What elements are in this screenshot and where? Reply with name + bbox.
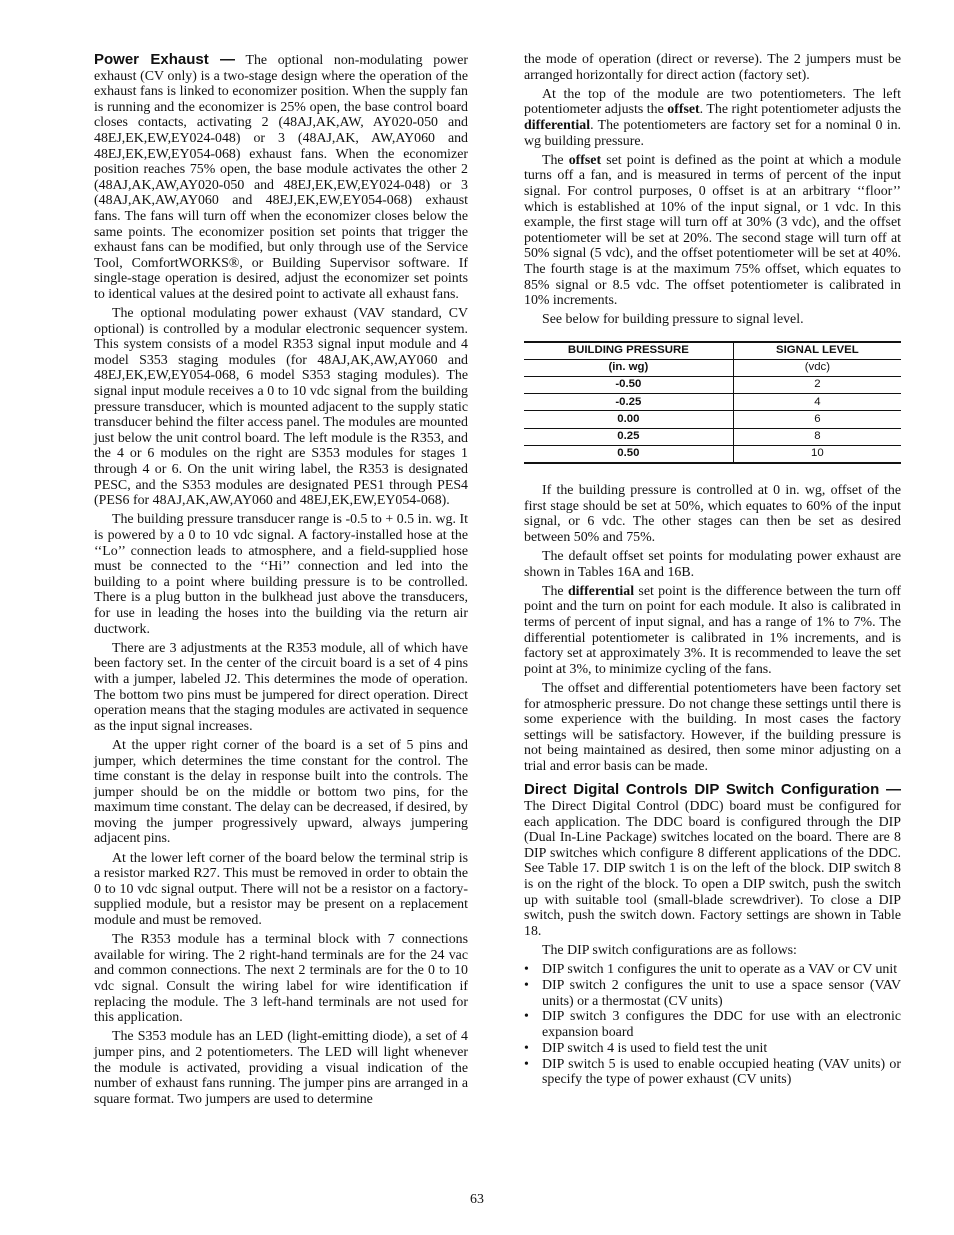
table-cell: 2 <box>733 377 901 394</box>
list-item-text: DIP switch 3 configures the DDC for use with an electronic expansion board <box>542 1009 901 1040</box>
table-row <box>524 445 901 463</box>
paragraph: At the upper right corner of the board is a set of 5 pins and jumper, which determines the time constant for the control. The time constant is the delay in response built into the controls. The jumper should be on the middle or bottom two pins, for the maximum time constant. The delay can be decreased, if desired, by moving the jumper progressively upward, always jumpering adjacent pins. <box>94 737 468 847</box>
paragraph-offset <box>524 153 901 309</box>
text-run: . The right potentiometer adjusts the <box>699 102 901 118</box>
paragraph: The building pressure transducer range is -0.5 to + 0.5 in. wg. It is powered by a 0 to 10 vdc signal. A factory-installed hose at the ‘‘Lo’’ connection leads to atmosphere, and a field-supplied hose must be connected to the ‘‘Hi’’ connection and led into the building to a point where building pressure is to be controlled. There is a plug button in the bulkhead just above the transducers, for use in leading the hoses into the building via the return air ductwork. <box>94 512 468 637</box>
table-cell: 0.50 <box>524 445 733 463</box>
paragraph: the mode of operation (direct or reverse). The 2 jumpers must be arranged horizontally for direct action (factory set). <box>524 52 901 83</box>
paragraph-power-exhaust <box>94 52 468 303</box>
bullet: • <box>524 962 529 978</box>
paragraph: The default offset set points for modulating power exhaust are shown in Tables 16A and 16B. <box>524 548 901 580</box>
list-item-text: DIP switch 2 configures the unit to use a space sensor (VAV units) or a thermostat (CV units) <box>542 977 901 1009</box>
list-item-text: DIP switch 1 configures the unit to operate as a VAV or CV unit <box>542 962 898 978</box>
text-run: At the top of the module are two potentiometers. The left potentiometer adjusts the <box>524 86 901 118</box>
paragraph: See below for building pressure to signal level. <box>542 312 804 328</box>
paragraph-ddc-dip <box>524 782 901 939</box>
table-row <box>524 428 901 445</box>
dip-switch-list <box>524 962 901 1088</box>
section-heading-ddc-dip: Direct Digital Controls DIP Switch Configuration — <box>524 781 901 799</box>
bullet: • <box>524 1056 529 1072</box>
table-cell: 0.25 <box>524 428 733 445</box>
list-item <box>524 1057 901 1088</box>
column-header: SIGNAL LEVEL <box>733 342 901 360</box>
paragraph-text: The optional non-modulating power exhaust (CV only) is a two-stage design where the operation of the exhaust fans is linked to economizer position. When the supply fan is running and the economizer is 25% open, the base control board closes contacts, activating 2 (48AJ,AK,AW, AY020-050 and 48EJ,EK,EW,EY024-048) or 3 (48AJ,AK, AW,AY060 and 48EJ,EK,EW,EY054-068) exhaust fans. When the economizer position reaches 75% open, the base module activates the other 2 (48AJ,AK,AW,AY020-050 and 48EJ,EK,EW,EY024-048) or 3 (48AJ,AK,AW,AY060 and 48EJ,EK,EW,EY054-068) exhaust fans. The fans will turn off when the economizer closes below the same points. The economizer position set points that trigger the exhaust fans can be modified, but only through use of the Service Tool, ComfortWORKS®, or Building Supervisor software. If single-stage operation is desired, adjust the economizer set points to identical values at the desired point to activate all exhaust fans. <box>94 53 468 302</box>
table-cell: -0.25 <box>524 394 733 411</box>
table-row <box>524 411 901 428</box>
table-cell: -0.50 <box>524 377 733 394</box>
right-column <box>524 52 901 1088</box>
bullet: • <box>524 1009 529 1025</box>
bullet: • <box>524 977 529 993</box>
table-cell: 8 <box>733 428 901 445</box>
text-run: The <box>542 583 568 599</box>
text-run: set point is the difference between the turn off point and the turn on point for each module. It also is calibrated in terms of percent of input signal, and has a range of 1% to 7%. The differential potentiometer is calibrated in 1% increments, and is factory set at approximately 3%. It is recommended to leave the set point at 3%, to minimize cycling of the fans. <box>524 583 901 677</box>
paragraph: If the building pressure is controlled at 0 in. wg, offset of the first stage should be set at 50%, which equates to 60% of the input signal, or 6 vdc. The other stages can then be set as desired between 50% and 75%. <box>524 483 901 545</box>
text-run: . The potentiometers are factory set for a nominal 0 in. wg building pressure. <box>524 117 901 149</box>
table-cell: 0.00 <box>524 411 733 428</box>
table-row <box>524 394 901 411</box>
pressure-signal-table <box>524 341 901 464</box>
section-heading-power-exhaust: Power Exhaust — <box>94 51 236 68</box>
table-row <box>524 377 901 394</box>
paragraph-text: The Direct Digital Control (DDC) board must be configured for each application. The DDC board is configured through the DIP (Dual In-Line Package) switches located on the board. There are 8 DIP switches which configure 8 different applications of the DDC. See Table 17. DIP switch 1 is on the left of the block. DIP switch 8 is on the right of the block. To open a DIP switch, push the switch up with suitable tool (small-blade screwdriver). To close a DIP switch, push the switch down. Factory settings are shown in Table 18. <box>524 799 901 939</box>
text-run: The <box>542 152 569 168</box>
term-differential: differential <box>524 117 591 133</box>
paragraph: The DIP switch configurations are as follows: <box>542 943 797 958</box>
pressure-signal-table-wrapper <box>524 341 901 464</box>
table-cell: 4 <box>733 394 901 411</box>
table-header-row <box>524 342 901 360</box>
list-item-text: DIP switch 5 is used to enable occupied heating (VAV units) or specify the type of power exhaust (CV units) <box>542 1056 901 1088</box>
paragraph: At the lower left corner of the board below the terminal strip is a resistor marked R27. This must be removed in order to obtain the 0 to 10 vdc signal output. There will not be a resistor on a factory-supplied module, but a resistor may be present on a replacement module and must be removed. <box>94 850 468 929</box>
term-offset: offset <box>568 152 602 168</box>
list-item <box>524 978 901 1009</box>
paragraph: The R353 module has a terminal block with 7 connections available for wiring. The 2 right-hand terminals are for the 24 vac and common connections. The next 2 terminals are for the 0 to 10 vdc signal. Consult the wiring label for wire identification if replacing the module. The 3 left-hand terminals are not used for this application. <box>94 932 468 1026</box>
bullet: • <box>524 1040 529 1056</box>
table-cell: (in. wg) <box>524 359 733 376</box>
term-differential: differential <box>567 583 635 599</box>
paragraph-differential <box>524 584 901 678</box>
text-run: set point is defined as the point at which a module turns off a fan, and is measured in terms of percent of the input signal. For control purposes, 0 offset is at an arbitrary ‘‘floor’’ which is established at 10% of the input signal, or 1 vdc. In this example, the first stage will turn off at 30% (3 vdc), and the offset potentiometer will be set at 20%. The second stage will turn off at 50% signal (5 vdc), and the offset potentiometer will be set at 40%. The fourth stage is at the maximum 75% offset, which equates to 85% signal or 8.5 vdc. The offset potentiometer is calibrated in 10% increments. <box>524 152 901 309</box>
table-cell: 10 <box>733 445 901 463</box>
list-item <box>524 1041 901 1057</box>
table-cell: (vdc) <box>733 359 901 376</box>
list-item <box>524 1009 901 1040</box>
paragraph: The S353 module has an LED (light-emitting diode), a set of 4 jumper pins, and 2 potentiometers. The LED will light whenever the module is activated, providing a visual indication of the number of exhaust fans running. The jumper pins are arranged in a square format. Two jumpers are used to determine <box>94 1029 468 1107</box>
list-item-text: DIP switch 4 is used to field test the unit <box>542 1040 768 1056</box>
list-item <box>524 962 901 978</box>
table-cell: 6 <box>733 411 901 428</box>
page-number: 63 <box>470 1192 484 1207</box>
term-offset: offset <box>667 102 700 118</box>
table-units-row <box>524 359 901 376</box>
paragraph: The optional modulating power exhaust (VAV standard, CV optional) is controlled by a modular electronic sequencer system. This system consists of a model R353 signal input module and 4 model S353 staging modules (for 48AJ,AK,AW,AY060 and 48EJ,EK,EW,EY054-068, 6 model S353 staging modules). The signal input module receives a 0 to 10 vdc signal from the building pressure transducer, which is mounted adjacent to the supply static transducer behind the filter access panel. The modules are mounted just below the unit control board. The left module is the R353, and the 4 or 6 modules on the right are S353 modules for stages 1 through 4 or 6. On the unit wiring label, the R353 is designated PESC, and the S353 modules are designated PES1 through PES4 (PES6 for 48AJ,AK,AW,AY060 and 48EJ,EK,EW,EY054-068). <box>94 306 468 509</box>
paragraph: The offset and differential potentiometers have been factory set for atmospheric pressure. Do not change these settings until there is some experience with the building. In most cases the factory settings will be satisfactory. However, if the building pressure is not being maintained as desired, then some minor adjusting on a trial and error basis can be made. <box>524 680 901 774</box>
column-header: BUILDING PRESSURE <box>524 342 733 360</box>
paragraph: There are 3 adjustments at the R353 module, all of which have been factory set. In the center of the circuit board is a set of 4 pins with a jumper, labeled J2. This determines the mode of operation. The bottom two pins must be jumpered for direct operation. Direct operation means that the staging modules are activated in sequence as the input signal increases. <box>94 640 468 734</box>
left-column <box>94 52 468 1111</box>
paragraph-potentiometers <box>524 87 901 149</box>
